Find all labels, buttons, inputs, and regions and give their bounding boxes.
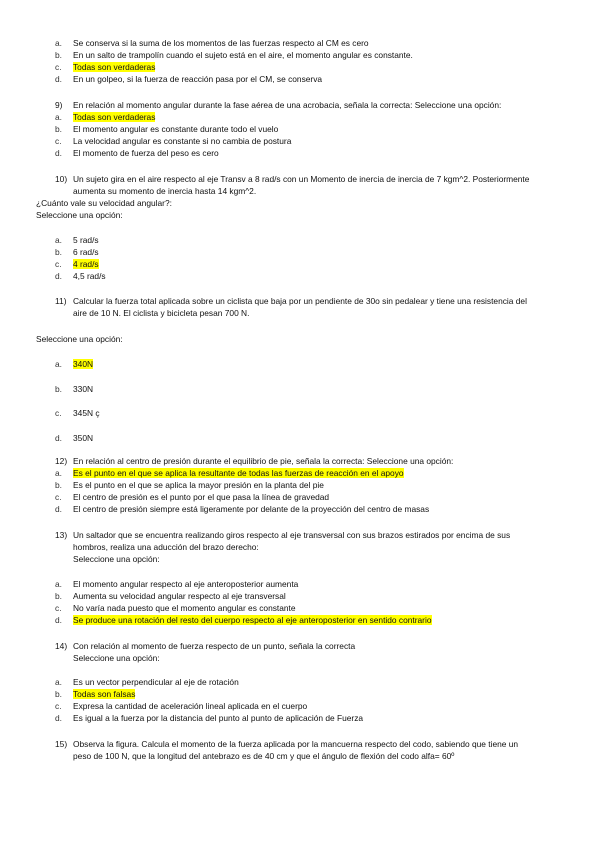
question-text: Un saltador que se encuentra realizando giros respecto al eje transversal con sus brazos estirados por encima de sus bbox=[73, 530, 511, 540]
question-text: peso de 100 N, que la longitud del antebrazo es de 40 cm y que el ángulo de flexión del codo alfa= 60º bbox=[73, 751, 455, 761]
option-label: b. bbox=[55, 689, 62, 699]
select-prompt: Seleccione una opción: bbox=[73, 554, 160, 564]
option-label: d. bbox=[55, 713, 62, 723]
question-text: ¿Cuánto vale su velocidad angular?: bbox=[36, 198, 172, 208]
option-text[interactable]: Aumenta su velocidad angular respecto al eje transversal bbox=[73, 591, 286, 601]
option-text[interactable]: No varía nada puesto que el momento angular es constante bbox=[73, 603, 296, 613]
option-label: a. bbox=[55, 235, 62, 245]
option-text-highlighted[interactable]: 340N bbox=[73, 359, 94, 369]
option-label: c. bbox=[55, 603, 62, 613]
option-label: a. bbox=[55, 359, 62, 369]
question-number: 10) bbox=[55, 174, 68, 184]
option-label: c. bbox=[55, 492, 62, 502]
option-text[interactable]: 4,5 rad/s bbox=[73, 271, 106, 281]
select-prompt: Seleccione una opción: bbox=[73, 653, 160, 663]
question-text: Un sujeto gira en el aire respecto al eje Transv a 8 rad/s con un Momento de inercia de inercia de 7 kgm^2. Posteriormente bbox=[73, 174, 530, 184]
question-number: 12) bbox=[55, 456, 68, 466]
question-text: aire de 10 N. El ciclista y bicicleta pesan 700 N. bbox=[73, 308, 250, 318]
option-text[interactable]: Se conserva si la suma de los momentos de las fuerzas respecto al CM es cero bbox=[73, 38, 369, 48]
option-text[interactable]: 6 rad/s bbox=[73, 247, 99, 257]
select-prompt: Seleccione una opción: bbox=[36, 334, 123, 344]
option-text[interactable]: 345N ç bbox=[73, 408, 100, 418]
question-number: 15) bbox=[55, 739, 68, 749]
option-label: b. bbox=[55, 50, 62, 60]
option-text[interactable]: El momento de fuerza del peso es cero bbox=[73, 148, 219, 158]
option-label: d. bbox=[55, 433, 62, 443]
question-text: En relación al momento angular durante la fase aérea de una acrobacia, señala la correcta: Seleccione una opción: bbox=[73, 100, 502, 110]
option-label: a. bbox=[55, 38, 62, 48]
option-label: c. bbox=[55, 136, 62, 146]
option-text-highlighted[interactable]: Todas son falsas bbox=[73, 689, 136, 699]
option-label: a. bbox=[55, 579, 62, 589]
option-text[interactable]: 5 rad/s bbox=[73, 235, 99, 245]
question-text: aumenta su momento de inercia hasta 14 kgm^2. bbox=[73, 186, 257, 196]
option-text[interactable]: El centro de presión es el punto por el que pasa la línea de gravedad bbox=[73, 492, 330, 502]
question-text: Con relación al momento de fuerza respecto de un punto, señala la correcta bbox=[73, 641, 356, 651]
option-text[interactable]: El momento angular respecto al eje anteroposterior aumenta bbox=[73, 579, 299, 589]
select-prompt: Seleccione una opción: bbox=[36, 210, 123, 220]
option-label: b. bbox=[55, 247, 62, 257]
option-label: b. bbox=[55, 480, 62, 490]
option-label: d. bbox=[55, 148, 62, 158]
option-label: c. bbox=[55, 259, 62, 269]
option-label: d. bbox=[55, 271, 62, 281]
option-text[interactable]: Es el punto en el que se aplica la mayor presión en la planta del pie bbox=[73, 480, 324, 490]
option-text[interactable]: En un golpeo, si la fuerza de reacción pasa por el CM, se conserva bbox=[73, 74, 323, 84]
question-number: 13) bbox=[55, 530, 68, 540]
question-text: Observa la figura. Calcula el momento de la fuerza aplicada por la mancuerna respecto del codo, sabiendo que tiene un bbox=[73, 739, 519, 749]
option-label: c. bbox=[55, 62, 62, 72]
option-text[interactable]: Es un vector perpendicular al eje de rotación bbox=[73, 677, 239, 687]
option-text-highlighted[interactable]: Todas son verdaderas bbox=[73, 62, 156, 72]
option-label: c. bbox=[55, 701, 62, 711]
option-text[interactable]: Expresa la cantidad de aceleración lineal aplicada en el cuerpo bbox=[73, 701, 308, 711]
option-text-highlighted[interactable]: Se produce una rotación del resto del cuerpo respecto al eje anteroposterior en sentido contrario bbox=[73, 615, 432, 625]
option-text[interactable]: Es igual a la fuerza por la distancia del punto al punto de aplicación de Fuerza bbox=[73, 713, 364, 723]
option-label: d. bbox=[55, 74, 62, 84]
option-label: b. bbox=[55, 591, 62, 601]
option-text[interactable]: 330N bbox=[73, 384, 94, 394]
option-label: b. bbox=[55, 124, 62, 134]
option-label: d. bbox=[55, 504, 62, 514]
question-number: 9) bbox=[55, 100, 63, 110]
option-text[interactable]: El momento angular es constante durante todo el vuelo bbox=[73, 124, 279, 134]
option-text[interactable]: El centro de presión siempre está ligeramente por delante de la proyección del centro de masas bbox=[73, 504, 430, 514]
option-text[interactable]: En un salto de trampolín cuando el sujeto está en el aire, el momento angular es constante. bbox=[73, 50, 413, 60]
option-text-highlighted[interactable]: Todas son verdaderas bbox=[73, 112, 156, 122]
option-text-highlighted[interactable]: 4 rad/s bbox=[73, 259, 99, 269]
option-label: d. bbox=[55, 615, 62, 625]
question-number: 11) bbox=[55, 296, 67, 306]
question-text: hombros, realiza una aducción del brazo derecho: bbox=[73, 542, 259, 552]
option-label: a. bbox=[55, 112, 62, 122]
question-text: Calcular la fuerza total aplicada sobre un ciclista que baja por un pendiente de 30o sin pedalear y tiene una resistencia del bbox=[73, 296, 527, 306]
question-number: 14) bbox=[55, 641, 68, 651]
option-text[interactable]: 350N bbox=[73, 433, 94, 443]
option-label: c. bbox=[55, 408, 62, 418]
option-text-highlighted[interactable]: Es el punto en el que se aplica la resultante de todas las fuerzas de reacción en el apoyo bbox=[73, 468, 404, 478]
option-text[interactable]: La velocidad angular es constante si no cambia de postura bbox=[73, 136, 292, 146]
option-label: a. bbox=[55, 677, 62, 687]
question-text: En relación al centro de presión durante el equilibrio de pie, señala la correcta: Seleccione una opción: bbox=[73, 456, 454, 466]
option-label: a. bbox=[55, 468, 62, 478]
option-label: b. bbox=[55, 384, 62, 394]
